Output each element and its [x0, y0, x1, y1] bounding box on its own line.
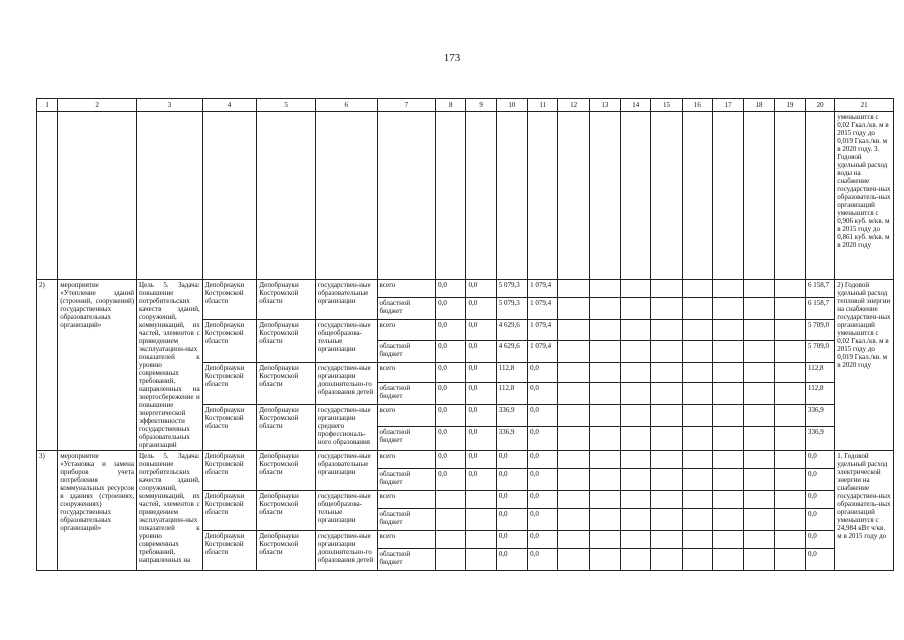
funding-source: всего — [377, 531, 436, 549]
empty-cell — [744, 509, 774, 531]
empty-cell — [774, 298, 805, 320]
responsible-executor: Депобрнауки Костромской области — [202, 451, 257, 491]
value-col-10: 336,9 — [496, 405, 527, 427]
empty-cell — [744, 531, 774, 549]
empty-cell — [558, 340, 589, 362]
empty-cell — [621, 469, 651, 491]
empty-cell — [621, 298, 651, 320]
empty-cell — [589, 320, 620, 341]
column-header: 13 — [589, 99, 620, 112]
funding-source: областной бюджет — [377, 469, 436, 491]
value-col-8: 0,0 — [436, 340, 466, 362]
column-header: 5 — [257, 99, 316, 112]
empty-cell — [744, 549, 774, 571]
value-col-8: 0,0 — [436, 362, 466, 383]
empty-cell — [713, 531, 744, 549]
empty-cell — [774, 549, 805, 571]
value-col-20: 0,0 — [805, 451, 834, 469]
empty-cell — [37, 112, 58, 280]
value-col-10: 4 629,6 — [496, 340, 527, 362]
value-col-10: 0,0 — [496, 549, 527, 571]
empty-cell — [558, 549, 589, 571]
empty-cell — [744, 427, 774, 451]
co-executor: Депобрнауки Костромской области — [257, 320, 316, 363]
funding-source: всего — [377, 405, 436, 427]
empty-cell — [589, 491, 620, 509]
empty-cell — [651, 405, 682, 427]
empty-cell — [621, 383, 651, 405]
empty-cell — [496, 112, 527, 280]
organization-category: государствен-ные общеобразова-тельные организации — [315, 320, 377, 363]
value-col-11: 0,0 — [528, 405, 558, 427]
value-col-8 — [436, 491, 466, 509]
empty-cell — [589, 405, 620, 427]
value-col-10: 0,0 — [496, 491, 527, 509]
empty-cell — [589, 280, 620, 298]
empty-cell — [651, 112, 682, 280]
table-row — [37, 280, 894, 298]
value-col-8: 0,0 — [436, 280, 466, 298]
column-header: 18 — [744, 99, 774, 112]
empty-cell — [589, 362, 620, 383]
value-col-9: 0,0 — [466, 383, 496, 405]
empty-cell — [682, 451, 712, 469]
empty-cell — [682, 112, 712, 280]
value-col-20: 5 709,0 — [805, 340, 834, 362]
empty-cell — [651, 549, 682, 571]
value-col-8 — [436, 549, 466, 571]
empty-cell — [436, 112, 466, 280]
empty-cell — [744, 340, 774, 362]
empty-cell — [589, 549, 620, 571]
value-col-10: 112,8 — [496, 362, 527, 383]
empty-cell — [805, 112, 834, 280]
organization-category: государствен-ные организации среднего профессиональ-ного образования — [315, 405, 377, 451]
responsible-executor: Депобрнауки Костромской области — [202, 405, 257, 451]
empty-cell — [713, 362, 744, 383]
empty-cell — [744, 451, 774, 469]
empty-cell — [713, 112, 744, 280]
column-header: 12 — [558, 99, 589, 112]
empty-cell — [713, 405, 744, 427]
value-col-20: 0,0 — [805, 549, 834, 571]
column-header: 17 — [713, 99, 744, 112]
co-executor: Депобрнауки Костромской области — [257, 491, 316, 531]
target-indicator-cell: 2) Годовой удельный расход тепловой энергии на снабжение государствен-ных организаций уменьшится с 0,02 Гкал./кв. м в 2015 году до 0,019 Гкал./кв. м в 2020 году — [835, 280, 894, 451]
funding-source: всего — [377, 451, 436, 469]
value-col-8: 0,0 — [436, 298, 466, 320]
column-header: 3 — [137, 99, 203, 112]
empty-cell — [558, 509, 589, 531]
empty-cell — [744, 112, 774, 280]
empty-cell — [682, 362, 712, 383]
empty-cell — [621, 112, 651, 280]
value-col-8: 0,0 — [436, 427, 466, 451]
co-executor: Депобрнауки Костромской области — [257, 531, 316, 571]
value-col-8 — [436, 509, 466, 531]
organization-category: государствен-ные образовательные организации — [315, 280, 377, 320]
empty-cell — [621, 320, 651, 341]
funding-source: областной бюджет — [377, 427, 436, 451]
empty-cell — [713, 383, 744, 405]
co-executor: Депобрнауки Костромской области — [257, 405, 316, 451]
value-col-11: 1 079,4 — [528, 298, 558, 320]
row-number: 2) — [37, 280, 58, 451]
empty-cell — [682, 383, 712, 405]
responsible-executor: Депобрнауки Костромской области — [202, 280, 257, 320]
value-col-9 — [466, 491, 496, 509]
value-col-10: 0,0 — [496, 509, 527, 531]
empty-cell — [621, 427, 651, 451]
value-col-20: 6 158,7 — [805, 280, 834, 298]
goal-task: Цель 5. Задача: повышение потребительских качеств зданий, сооружений, коммуникаций, их частей, элементов с приведением эксплуатацион-ных показателей к уровню современных требований, направленных на — [137, 451, 203, 571]
organization-category: государствен-ные общеобразова-тельные организации — [315, 491, 377, 531]
column-header: 20 — [805, 99, 834, 112]
column-header: 15 — [651, 99, 682, 112]
value-col-9: 0,0 — [466, 362, 496, 383]
funding-source: областной бюджет — [377, 340, 436, 362]
value-col-8 — [436, 531, 466, 549]
empty-cell — [744, 405, 774, 427]
budget-table — [36, 98, 894, 571]
empty-cell — [589, 509, 620, 531]
empty-cell — [589, 298, 620, 320]
value-col-9 — [466, 531, 496, 549]
empty-cell — [621, 362, 651, 383]
column-header: 6 — [315, 99, 377, 112]
goal-task: Цель 5. Задача: повышение потребительских качеств зданий, сооружений, коммуникаций, их частей, элементов с приведением эксплуатацион-ных показателей к уровню современных требований, направленных на энергосбережение и повышение энергетической эффективности государственных образовательных организаций — [137, 280, 203, 451]
empty-cell — [682, 405, 712, 427]
empty-cell — [651, 469, 682, 491]
empty-cell — [589, 469, 620, 491]
table-row — [37, 451, 894, 469]
value-col-20: 336,9 — [805, 405, 834, 427]
value-col-8: 0,0 — [436, 320, 466, 341]
empty-cell — [744, 298, 774, 320]
empty-cell — [589, 451, 620, 469]
value-col-11: 0,0 — [528, 362, 558, 383]
value-col-10: 336,9 — [496, 427, 527, 451]
value-col-20: 6 158,7 — [805, 298, 834, 320]
co-executor: Депобрнауки Костромской области — [257, 362, 316, 405]
empty-cell — [713, 280, 744, 298]
funding-source: областной бюджет — [377, 383, 436, 405]
empty-cell — [713, 491, 744, 509]
empty-cell — [621, 405, 651, 427]
funding-source: всего — [377, 491, 436, 509]
value-col-10: 0,0 — [496, 451, 527, 469]
empty-cell — [651, 531, 682, 549]
funding-source: областной бюджет — [377, 549, 436, 571]
target-indicator-cell: 1. Годовой удельный расход электрической энергии на снабжение государствен-ных образователь-ных организаций уменьшится с 24,984 кВт ч/кв. м в 2015 году до — [835, 451, 894, 571]
value-col-9: 0,0 — [466, 405, 496, 427]
event-name: мероприятие «Установка и замена приборов учета потребления коммунальных ресурсов в зданиях (строениях, сооружениях) государственных образовательных организаций» — [58, 451, 137, 571]
empty-cell — [651, 320, 682, 341]
empty-cell — [621, 509, 651, 531]
value-col-10: 5 079,3 — [496, 280, 527, 298]
target-indicator-cell: уменьшится с 0,02 Гкал./кв. м в 2015 году до 0,019 Гкал./кв. м в 2020 году. 3. Годовой удельный расход воды на снабжение государствен-ных образователь-ных организаций уменьшится с 0,906 куб. м/кв. м в 2015 году до 0,861 куб. м/кв. м в 2020 году — [835, 112, 894, 280]
empty-cell — [558, 491, 589, 509]
value-col-9: 0,0 — [466, 320, 496, 341]
value-col-11: 1 079,4 — [528, 340, 558, 362]
responsible-executor: Депобрнауки Костромской области — [202, 491, 257, 531]
empty-cell — [528, 112, 558, 280]
empty-cell — [713, 340, 744, 362]
empty-cell — [589, 112, 620, 280]
empty-cell — [651, 451, 682, 469]
empty-cell — [774, 340, 805, 362]
empty-cell — [257, 112, 316, 280]
empty-cell — [774, 280, 805, 298]
co-executor: Депобрнауки Костромской области — [257, 280, 316, 320]
empty-cell — [377, 112, 436, 280]
empty-cell — [682, 491, 712, 509]
empty-cell — [713, 298, 744, 320]
value-col-20: 112,8 — [805, 362, 834, 383]
empty-cell — [682, 298, 712, 320]
value-col-20: 0,0 — [805, 531, 834, 549]
value-col-9 — [466, 509, 496, 531]
value-col-11: 1 079,4 — [528, 320, 558, 341]
empty-cell — [713, 469, 744, 491]
empty-cell — [744, 320, 774, 341]
column-header: 4 — [202, 99, 257, 112]
value-col-8: 0,0 — [436, 469, 466, 491]
empty-cell — [651, 362, 682, 383]
empty-cell — [713, 451, 744, 469]
funding-source: всего — [377, 362, 436, 383]
empty-cell — [558, 320, 589, 341]
empty-cell — [621, 549, 651, 571]
empty-cell — [774, 362, 805, 383]
empty-cell — [713, 509, 744, 531]
header-row — [37, 99, 894, 112]
value-col-11: 0,0 — [528, 531, 558, 549]
funding-source: всего — [377, 320, 436, 341]
value-col-20: 0,0 — [805, 509, 834, 531]
empty-cell — [589, 383, 620, 405]
empty-cell — [774, 320, 805, 341]
value-col-9 — [466, 549, 496, 571]
value-col-10: 0,0 — [496, 469, 527, 491]
empty-cell — [774, 112, 805, 280]
empty-cell — [682, 509, 712, 531]
empty-cell — [682, 280, 712, 298]
responsible-executor: Депобрнауки Костромской области — [202, 320, 257, 363]
empty-cell — [744, 362, 774, 383]
co-executor: Депобрнауки Костромской области — [257, 451, 316, 491]
empty-cell — [558, 531, 589, 549]
empty-cell — [137, 112, 203, 280]
column-header: 9 — [466, 99, 496, 112]
empty-cell — [682, 340, 712, 362]
empty-cell — [558, 451, 589, 469]
organization-category: государствен-ные организации дополнительно-го образования детей — [315, 362, 377, 405]
empty-cell — [774, 491, 805, 509]
responsible-executor: Депобрнауки Костромской области — [202, 531, 257, 571]
empty-cell — [744, 469, 774, 491]
empty-cell — [713, 427, 744, 451]
empty-cell — [558, 383, 589, 405]
empty-cell — [589, 340, 620, 362]
value-col-20: 112,8 — [805, 383, 834, 405]
empty-cell — [774, 531, 805, 549]
column-header: 10 — [496, 99, 527, 112]
empty-cell — [466, 112, 496, 280]
empty-cell — [682, 320, 712, 341]
empty-cell — [682, 531, 712, 549]
event-name: мероприятие «Утепление зданий (строений, сооружений) государственных образовательных организаций» — [58, 280, 137, 451]
empty-cell — [774, 383, 805, 405]
value-col-20: 336,9 — [805, 427, 834, 451]
value-col-11: 0,0 — [528, 509, 558, 531]
empty-cell — [558, 112, 589, 280]
funding-source: всего — [377, 280, 436, 298]
empty-cell — [713, 549, 744, 571]
continuation-row — [37, 112, 894, 280]
column-header: 1 — [37, 99, 58, 112]
empty-cell — [621, 280, 651, 298]
empty-cell — [558, 427, 589, 451]
empty-cell — [651, 491, 682, 509]
empty-cell — [651, 383, 682, 405]
empty-cell — [682, 549, 712, 571]
value-col-9: 0,0 — [466, 280, 496, 298]
value-col-11: 0,0 — [528, 451, 558, 469]
funding-source: областной бюджет — [377, 509, 436, 531]
organization-category: государствен-ные образовательные организации — [315, 451, 377, 491]
column-header: 2 — [58, 99, 137, 112]
empty-cell — [651, 509, 682, 531]
value-col-11: 0,0 — [528, 469, 558, 491]
empty-cell — [774, 427, 805, 451]
value-col-10: 5 079,3 — [496, 298, 527, 320]
value-col-9: 0,0 — [466, 469, 496, 491]
empty-cell — [202, 112, 257, 280]
column-header: 7 — [377, 99, 436, 112]
empty-cell — [682, 427, 712, 451]
value-col-9: 0,0 — [466, 340, 496, 362]
empty-cell — [651, 298, 682, 320]
value-col-8: 0,0 — [436, 405, 466, 427]
empty-cell — [651, 427, 682, 451]
empty-cell — [589, 531, 620, 549]
empty-cell — [558, 362, 589, 383]
value-col-10: 0,0 — [496, 531, 527, 549]
value-col-8: 0,0 — [436, 451, 466, 469]
column-header: 8 — [436, 99, 466, 112]
value-col-8: 0,0 — [436, 383, 466, 405]
page-number: 173 — [443, 52, 461, 64]
empty-cell — [774, 405, 805, 427]
empty-cell — [558, 405, 589, 427]
value-col-11: 0,0 — [528, 427, 558, 451]
empty-cell — [774, 469, 805, 491]
empty-cell — [651, 340, 682, 362]
column-header: 16 — [682, 99, 712, 112]
value-col-11: 0,0 — [528, 491, 558, 509]
column-header: 21 — [835, 99, 894, 112]
empty-cell — [558, 280, 589, 298]
empty-cell — [621, 531, 651, 549]
organization-category: государствен-ные организации дополнительно-го образования детей — [315, 531, 377, 571]
value-col-11: 0,0 — [528, 549, 558, 571]
value-col-9: 0,0 — [466, 298, 496, 320]
row-number: 3) — [37, 451, 58, 571]
value-col-11: 0,0 — [528, 383, 558, 405]
value-col-11: 1 079,4 — [528, 280, 558, 298]
empty-cell — [651, 280, 682, 298]
column-header: 14 — [621, 99, 651, 112]
value-col-9: 0,0 — [466, 427, 496, 451]
empty-cell — [744, 280, 774, 298]
empty-cell — [621, 491, 651, 509]
empty-cell — [621, 340, 651, 362]
empty-cell — [621, 451, 651, 469]
empty-cell — [774, 451, 805, 469]
empty-cell — [58, 112, 137, 280]
empty-cell — [589, 427, 620, 451]
value-col-9: 0,0 — [466, 451, 496, 469]
value-col-10: 4 629,6 — [496, 320, 527, 341]
empty-cell — [558, 469, 589, 491]
empty-cell — [713, 320, 744, 341]
empty-cell — [744, 491, 774, 509]
responsible-executor: Депобрнауки Костромской области — [202, 362, 257, 405]
empty-cell — [315, 112, 377, 280]
value-col-10: 112,8 — [496, 383, 527, 405]
value-col-20: 0,0 — [805, 469, 834, 491]
funding-source: областной бюджет — [377, 298, 436, 320]
column-header: 11 — [528, 99, 558, 112]
column-header: 19 — [774, 99, 805, 112]
empty-cell — [774, 509, 805, 531]
empty-cell — [558, 298, 589, 320]
value-col-20: 0,0 — [805, 491, 834, 509]
value-col-20: 5 709,0 — [805, 320, 834, 341]
empty-cell — [744, 383, 774, 405]
empty-cell — [682, 469, 712, 491]
